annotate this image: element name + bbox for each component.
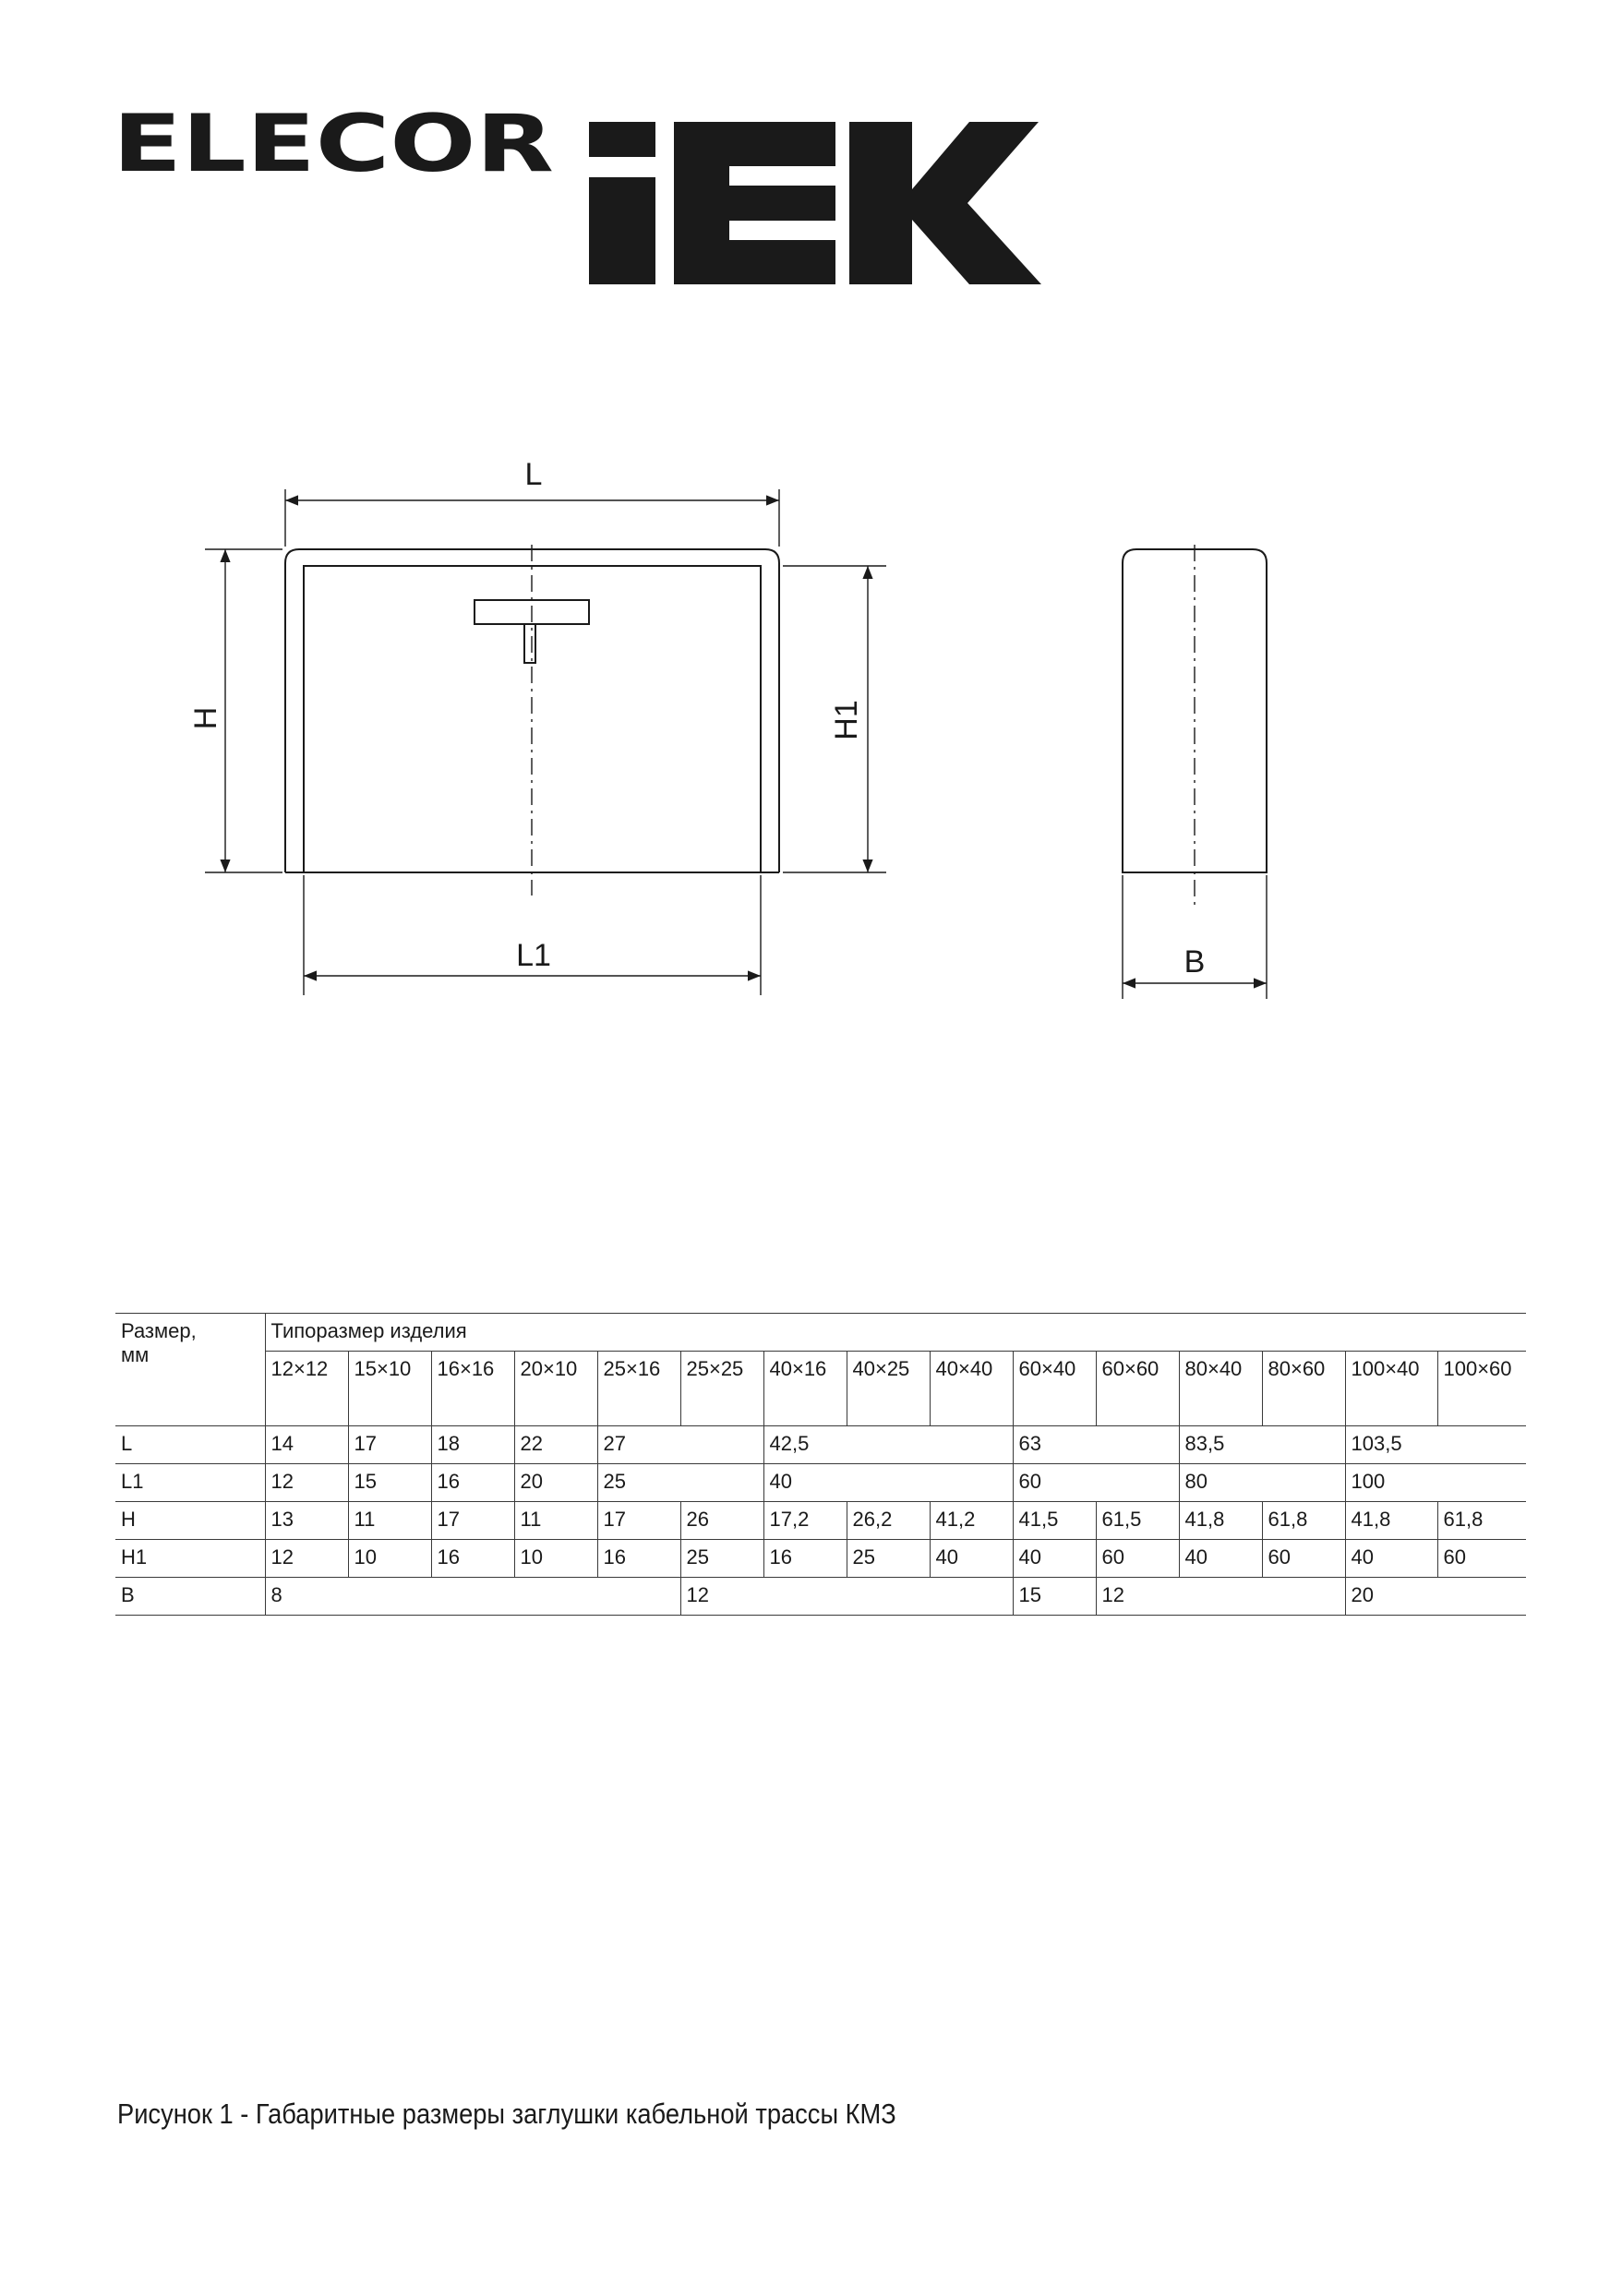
table-cell: 8 — [265, 1578, 680, 1616]
dimensions-table — [115, 1313, 1526, 1616]
table-cell: 60 — [1437, 1540, 1526, 1578]
size-header-cell: 40×40 — [930, 1352, 1013, 1426]
table-cell: 20 — [1345, 1578, 1526, 1616]
table-cell: 100 — [1345, 1464, 1526, 1502]
table-cell: 13 — [265, 1502, 348, 1540]
table-cell: 83,5 — [1179, 1426, 1345, 1464]
table-cell: 80 — [1179, 1464, 1345, 1502]
table-cell: 41,2 — [930, 1502, 1013, 1540]
label-B: B — [1183, 944, 1206, 980]
figure-caption: Рисунок 1 - Габаритные размеры заглушки кабельной трассы КМЗ — [117, 2098, 896, 2130]
table-cell: 40 — [763, 1464, 1013, 1502]
iek-elecor-logo — [111, 102, 1043, 295]
table-cell: 41,5 — [1013, 1502, 1096, 1540]
table-cell: 18 — [431, 1426, 514, 1464]
row-label: B — [115, 1578, 265, 1616]
table-cell: 25 — [680, 1540, 763, 1578]
table-cell: 41,8 — [1179, 1502, 1262, 1540]
table-cell: 17,2 — [763, 1502, 847, 1540]
latch-pin — [524, 624, 535, 663]
table-cell: 10 — [348, 1540, 431, 1578]
row-label: L — [115, 1426, 265, 1464]
table-cell: 61,8 — [1437, 1502, 1526, 1540]
table-cell: 41,8 — [1345, 1502, 1437, 1540]
table-cell: 16 — [431, 1540, 514, 1578]
dimension-drawing — [0, 443, 1622, 1034]
table-cell: 27 — [597, 1426, 763, 1464]
table-cell: 12 — [265, 1464, 348, 1502]
size-header-cell: 12×12 — [265, 1352, 348, 1426]
table-cell: 26 — [680, 1502, 763, 1540]
size-header-cell: 60×40 — [1013, 1352, 1096, 1426]
size-header-cell: 80×40 — [1179, 1352, 1262, 1426]
label-L: L — [524, 457, 543, 492]
table-row — [115, 1464, 1526, 1502]
table-cell: 12 — [265, 1540, 348, 1578]
table-cell: 103,5 — [1345, 1426, 1526, 1464]
table-cell: 40 — [930, 1540, 1013, 1578]
table-cell: 12 — [1096, 1578, 1345, 1616]
group-header: Типоразмер изделия — [265, 1314, 1526, 1352]
size-header-cell: 16×16 — [431, 1352, 514, 1426]
size-header-cell: 100×60 — [1437, 1352, 1526, 1426]
table-cell: 63 — [1013, 1426, 1179, 1464]
size-header-cell: 80×60 — [1262, 1352, 1345, 1426]
table-row — [115, 1578, 1526, 1616]
table-cell: 17 — [348, 1426, 431, 1464]
row-label: H1 — [115, 1540, 265, 1578]
table-cell: 26,2 — [847, 1502, 930, 1540]
table-cell: 15 — [1013, 1578, 1096, 1616]
size-header-cell: 15×10 — [348, 1352, 431, 1426]
table-cell: 42,5 — [763, 1426, 1013, 1464]
table-cell: 10 — [514, 1540, 597, 1578]
table-cell: 60 — [1262, 1540, 1345, 1578]
table-cell: 61,8 — [1262, 1502, 1345, 1540]
table-cell: 14 — [265, 1426, 348, 1464]
table-cell: 15 — [348, 1464, 431, 1502]
table-cell: 12 — [680, 1578, 1013, 1616]
table-cell: 40 — [1179, 1540, 1262, 1578]
row-label: H — [115, 1502, 265, 1540]
table-cell: 16 — [763, 1540, 847, 1578]
iek-mark — [589, 122, 1041, 284]
table-cell: 61,5 — [1096, 1502, 1179, 1540]
size-header-cell: 20×10 — [514, 1352, 597, 1426]
size-header-cell: 100×40 — [1345, 1352, 1437, 1426]
table-cell: 17 — [431, 1502, 514, 1540]
table-cell: 60 — [1096, 1540, 1179, 1578]
table-cell: 16 — [431, 1464, 514, 1502]
table-row — [115, 1426, 1526, 1464]
corner-header: Размер, мм — [115, 1314, 265, 1426]
label-L1: L1 — [516, 938, 551, 973]
label-H: H — [188, 706, 223, 730]
table-cell: 11 — [348, 1502, 431, 1540]
table-cell: 11 — [514, 1502, 597, 1540]
table-cell: 25 — [597, 1464, 763, 1502]
table-cell: 40 — [1013, 1540, 1096, 1578]
size-header-cell: 40×25 — [847, 1352, 930, 1426]
size-header-cell: 40×16 — [763, 1352, 847, 1426]
sizes-row — [115, 1352, 1526, 1426]
size-header-cell: 25×25 — [680, 1352, 763, 1426]
row-label: L1 — [115, 1464, 265, 1502]
label-H1: H1 — [829, 700, 864, 740]
table-row — [115, 1540, 1526, 1578]
size-header-cell: 60×60 — [1096, 1352, 1179, 1426]
table-cell: 20 — [514, 1464, 597, 1502]
table-cell: 40 — [1345, 1540, 1437, 1578]
elecor-wordmark: ELECOR — [113, 102, 554, 190]
table-cell: 17 — [597, 1502, 680, 1540]
table-cell: 22 — [514, 1426, 597, 1464]
table-cell: 25 — [847, 1540, 930, 1578]
table-cell: 16 — [597, 1540, 680, 1578]
table-row — [115, 1502, 1526, 1540]
size-header-cell: 25×16 — [597, 1352, 680, 1426]
table-cell: 60 — [1013, 1464, 1179, 1502]
